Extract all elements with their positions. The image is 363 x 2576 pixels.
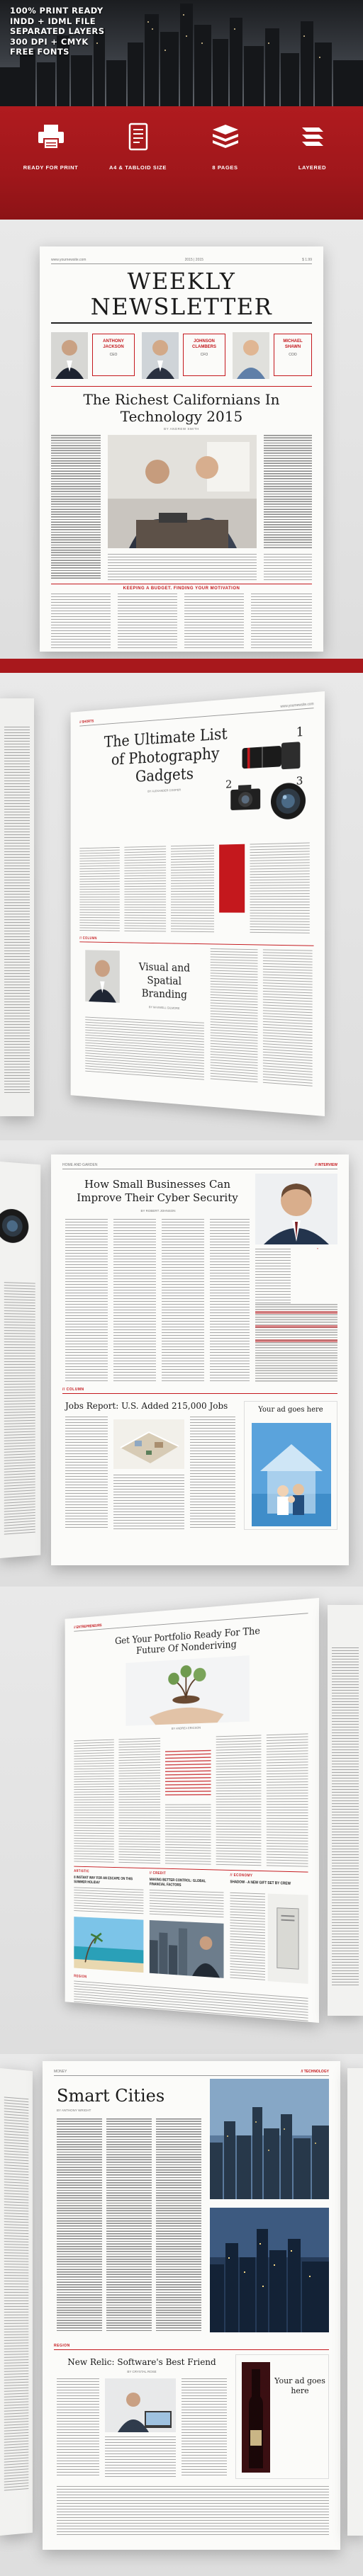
gadget-number-2: 2 (225, 777, 233, 791)
interviewee-photo (255, 1174, 337, 1244)
executive-card-1 (92, 334, 135, 376)
feature-pages-label: 8 PAGES (212, 164, 238, 171)
credit-section-label: // CREDIT (149, 1871, 167, 1876)
smart-cities-spread-preview (0, 2054, 363, 2576)
executive-name-2: JOHNSON CLAMBERS (192, 339, 216, 349)
pull-quote: " (316, 1248, 319, 1252)
page-category: HOME AND GARDEN (62, 1163, 98, 1167)
feature-item: 300 DPI + CMYK (10, 36, 89, 47)
smart-cities-page-sheet (43, 2061, 340, 2550)
layers-icon (298, 122, 328, 152)
family-house-photo (252, 1423, 331, 1526)
left-page-edge (0, 1162, 40, 1558)
executive-card-3 (274, 334, 312, 376)
feature-item: 100% PRINT READY (10, 6, 104, 16)
ad-placeholder-text: Your ad goes here (274, 2376, 325, 2395)
gadgets-spread-preview (0, 673, 363, 1140)
interview-page-sheet (51, 1154, 349, 1565)
executive-card-2 (183, 334, 225, 376)
right-page-edge (347, 2068, 363, 2536)
column-section-label: // COLUMN (62, 1388, 84, 1392)
portfolio-byline: BY ANDREA ERICSON (171, 1725, 201, 1730)
economy-subhead: SHADOW - A NEW GIFT SET BY CREW (230, 1880, 291, 1886)
column-section-label: // COLUMN (79, 936, 97, 941)
printer-icon (36, 122, 66, 152)
section-divider (0, 659, 363, 673)
front-page-sheet (40, 246, 323, 652)
feature-layers-label: LAYERED (298, 164, 327, 171)
executive-role-2: CFO (200, 353, 208, 357)
camera-photo (229, 781, 262, 813)
feature-item: FREE FONTS (10, 47, 69, 57)
executive-row (51, 329, 312, 385)
economy-section-label: // ECONOMY (230, 1873, 253, 1878)
jobs-report-headline: Jobs Report: U.S. Added 215,000 Jobs (65, 1401, 228, 1411)
credit-subhead: MAKING BETTER CONTROL: GLOBAL FINANCIAL FACTORS (149, 1878, 206, 1888)
executive-name-3: MICHAEL SHAWN (283, 339, 303, 349)
feature-print (12, 122, 90, 171)
artistic-subhead: 8 INSTANT WAY FOR AN ESCAPE ON THIS SUMMER HOLIDAY (74, 1876, 133, 1885)
feature-item: INDD + IDML FILE (10, 16, 96, 26)
feature-size (99, 122, 177, 171)
gadgets-byline: BY ALEXANDER COOPER (147, 788, 182, 793)
section-tag: // TECHNOLOGY (301, 2070, 329, 2074)
portfolio-page-sheet (65, 1598, 319, 2023)
site-url: www.yournewsite.com (280, 702, 314, 709)
hero-banner (0, 0, 363, 106)
portfolio-spread-preview (0, 1587, 363, 2054)
page-category: MONEY (54, 2070, 67, 2074)
interview-spread-preview (0, 1140, 363, 1587)
cyber-security-headline: How Small Businesses Can Improve Their Cyber Security (77, 1178, 238, 1204)
section-tag: // ENTREPRENEURS (74, 1623, 102, 1630)
newsletter-title: WEEKLY NEWSLETTER (51, 268, 312, 324)
gadget-number-1: 1 (296, 725, 304, 740)
beach-photo (74, 1917, 143, 1973)
laptop-worker-photo (105, 2378, 176, 2432)
pages-stack-icon (211, 122, 240, 152)
cyber-byline: BY ROBERT JOHNSON (140, 1209, 176, 1213)
branding-byline: BY MAXWELL GILMORE (148, 1005, 180, 1010)
telephoto-lens-photo (242, 737, 302, 776)
businessmen-photo (108, 435, 257, 548)
right-page-edge (328, 1605, 363, 2016)
section-tag: // SHORTS (79, 719, 94, 725)
feature-pages (186, 122, 264, 171)
document-icon (123, 122, 153, 152)
gadget-number-3: 3 (296, 773, 303, 788)
city-skyline-dusk-photo (210, 2079, 329, 2199)
feature-layers (274, 122, 352, 171)
gift-set-photo (268, 1894, 308, 1984)
section-tag: // INTERVIEW (315, 1163, 337, 1167)
new-relic-byline: BY CRYSTAL ROSE (127, 2370, 157, 2373)
columnist-photo (85, 950, 120, 1003)
feature-size-label: A4 & TABLOID SIZE (109, 164, 167, 171)
issue-date: 2015 | 2015 (184, 258, 203, 262)
gadgets-headline: The Ultimate List of Photography Gadgets (104, 725, 228, 786)
executive-role-1: CEO (109, 353, 118, 357)
newsletter-front-page-preview (0, 220, 363, 659)
portfolio-headline: Get Your Portfolio Ready For The Future Of Nonderiving (115, 1625, 260, 1657)
executive-name-1: ANTHONY JACKSON (103, 339, 124, 349)
executive-photo-3 (233, 332, 269, 379)
ad-placeholder-text: Your ad goes here (258, 1406, 323, 1414)
front-masthead-meta (51, 258, 312, 264)
executive-photo-2 (142, 332, 179, 379)
new-relic-headline: New Relic: Software's Best Friend (67, 2357, 216, 2367)
smart-cities-byline: BY ANTHONY WRIGHT (57, 2109, 91, 2112)
executive-photo-1 (51, 332, 88, 379)
businessman-city-photo (150, 1920, 224, 1978)
region-section-label: REGION (74, 1974, 87, 1980)
red-callout-box (219, 844, 245, 913)
feature-item: SEPARATED LAYERS (10, 26, 105, 36)
office-floorplan-photo (113, 1419, 184, 1469)
site-url: www.yournewsite.com (51, 258, 86, 262)
wine-bottle-photo (242, 2362, 270, 2473)
lens-photo-edge (0, 1190, 35, 1262)
smart-cities-headline: Smart Cities (57, 2086, 165, 2106)
front-headline: The Richest Californians In Technology 2015 (83, 391, 280, 425)
bonsai-hands-photo (125, 1655, 250, 1726)
feature-list (10, 6, 104, 57)
front-byline: BY ANDREW SMITH (164, 427, 199, 431)
front-article-body (51, 435, 312, 584)
region-section-label: REGION (54, 2344, 70, 2348)
price: $ 1.99 (302, 258, 312, 262)
left-page-edge (0, 698, 34, 1116)
left-page-edge (0, 2068, 33, 2536)
ad-space (235, 2354, 329, 2479)
feature-icon-bar (0, 106, 363, 220)
ad-space (244, 1401, 337, 1530)
branding-headline: Visual and Spatial Branding (138, 960, 191, 1002)
front-section-caption: KEEPING A BUDGET. FINDING YOUR MOTIVATION (123, 586, 240, 591)
executive-role-3: COO (289, 353, 297, 357)
gadgets-page-sheet (71, 691, 325, 1116)
artistic-section-label: ARTISTIC (74, 1869, 89, 1874)
feature-print-label: READY FOR PRINT (23, 164, 79, 171)
city-night-photo (210, 2208, 329, 2332)
